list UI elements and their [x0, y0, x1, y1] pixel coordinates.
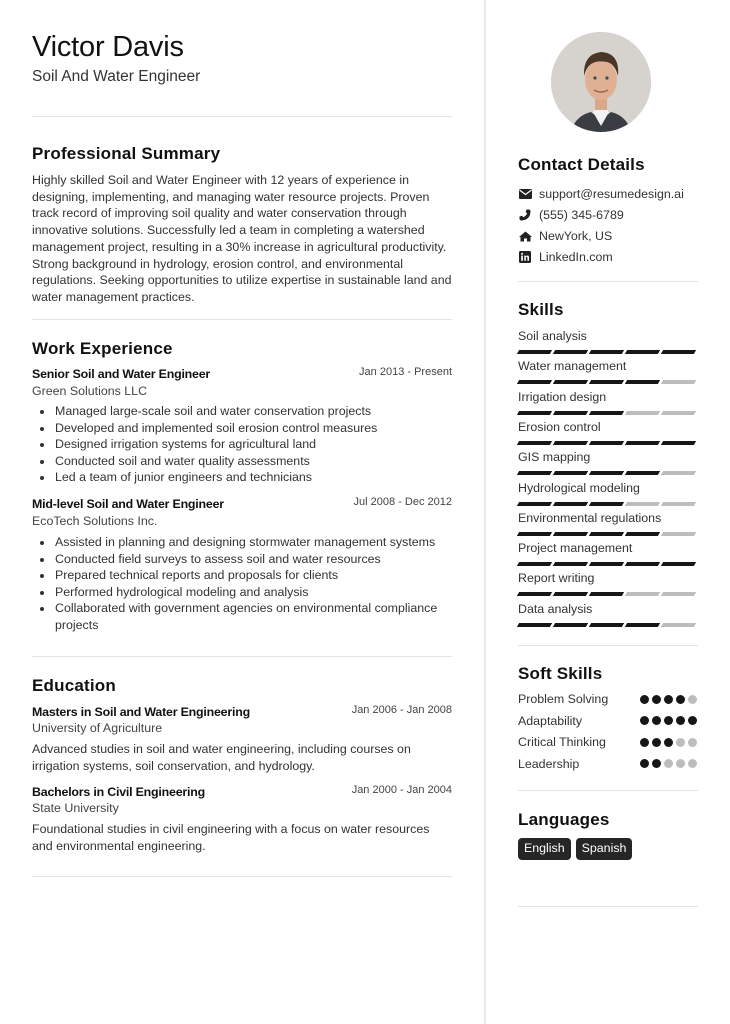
skill-name: Water management — [518, 359, 627, 374]
soft-skill-name: Adaptability — [518, 713, 583, 728]
skill-segment-filled — [553, 562, 588, 566]
skill-segment-filled — [625, 532, 660, 536]
experience-divider — [32, 656, 452, 657]
summary-heading: Professional Summary — [32, 144, 221, 163]
degree: Masters in Soil and Water Engineering — [32, 705, 250, 719]
rating-dot-filled — [652, 695, 661, 704]
soft-skill-rating — [640, 716, 697, 725]
skill-segment-empty — [625, 502, 660, 506]
soft-skill-name: Problem Solving — [518, 692, 609, 706]
skill-segment-filled — [517, 350, 552, 354]
skill-level-bar — [518, 380, 698, 384]
experience-heading: Work Experience — [32, 339, 173, 358]
contact-phone[interactable] — [518, 208, 624, 222]
soft-skill-item — [518, 714, 698, 728]
job-bullet: Managed large-scale soil and water conservation projects — [32, 403, 452, 420]
skill-level-bar — [518, 532, 698, 536]
skill-segment-empty — [661, 532, 696, 536]
soft-skill-rating — [640, 759, 697, 768]
skill-item — [518, 481, 698, 506]
language-badge: English — [518, 838, 571, 860]
skill-segment-empty — [661, 623, 696, 627]
skill-segment-filled — [625, 380, 660, 384]
skill-segment-filled — [517, 411, 552, 415]
skill-level-bar — [518, 411, 698, 415]
skill-segment-filled — [517, 562, 552, 566]
skill-segment-filled — [589, 562, 624, 566]
skill-item — [518, 602, 698, 627]
language-badge: Spanish — [576, 838, 633, 860]
summary-divider — [32, 319, 452, 320]
school: University of Agriculture — [32, 721, 163, 735]
skill-name: Hydrological modeling — [518, 480, 640, 495]
skill-item — [518, 450, 698, 475]
rating-dot-filled — [676, 716, 685, 725]
skill-segment-filled — [517, 532, 552, 536]
contact-phone-text: (555) 345-6789 — [539, 208, 624, 222]
job-bullet: Developed and implemented soil erosion control measures — [32, 420, 452, 437]
contact-email[interactable] — [518, 187, 684, 201]
soft-skill-item — [518, 735, 698, 749]
education-heading: Education — [32, 676, 116, 695]
skill-item — [518, 390, 698, 415]
skill-name: Report writing — [518, 571, 595, 586]
job-bullet: Collaborated with government agencies on environmental compliance projects — [32, 600, 452, 633]
rating-dot-filled — [640, 738, 649, 747]
soft-skill-name: Leadership — [518, 756, 580, 771]
linkedin-icon — [518, 250, 532, 264]
skill-segment-filled — [625, 623, 660, 627]
skill-segment-empty — [661, 380, 696, 384]
contact-location-text: NewYork, US — [539, 229, 613, 243]
skill-segment-filled — [517, 380, 552, 384]
contact-linkedin-text: LinkedIn.com — [539, 250, 613, 264]
skill-segment-empty — [661, 411, 696, 415]
skill-segment-filled — [589, 411, 624, 415]
job-bullet: Led a team of junior engineers and technicians — [32, 469, 452, 486]
rating-dot-empty — [688, 759, 697, 768]
job-bullet: Conducted field surveys to assess soil and water resources — [32, 551, 452, 568]
languages-divider — [518, 906, 698, 907]
skill-level-bar — [518, 350, 698, 354]
rating-dot-filled — [640, 759, 649, 768]
education-dates: Jan 2000 - Jan 2004 — [351, 784, 452, 796]
contact-location — [518, 229, 612, 243]
soft-skills-divider — [518, 790, 698, 791]
rating-dot-filled — [688, 716, 697, 725]
contact-divider — [518, 281, 698, 282]
envelope-icon — [518, 187, 532, 201]
job-company: Green Solutions LLC — [32, 384, 148, 398]
skill-segment-filled — [589, 441, 624, 445]
summary-text: Highly skilled Soil and Water Engineer with 12 years of experience in designing, implementing, and managing water resource projects. Proven track record of improving soil quality and water conservation through innovative solutions. Successfully led a team in completing a watershed management project, resulting in a 30% increase in agricultural productivity. Strong background in hydrology, erosion control, and environmental regulations. Seeking opportunities to utilize expertise in sustainable land and water management practices. — [32, 173, 452, 304]
soft-skill-item — [518, 692, 698, 706]
job-bullet: Designed irrigation systems for agricultural land — [32, 436, 452, 453]
skill-segment-filled — [589, 532, 624, 536]
skill-segment-filled — [553, 380, 588, 384]
rating-dot-empty — [664, 759, 673, 768]
skill-segment-filled — [589, 502, 624, 506]
skill-segment-filled — [589, 380, 624, 384]
job-bullet: Assisted in planning and designing stormwater management systems — [32, 534, 452, 551]
skill-level-bar — [518, 562, 698, 566]
column-divider — [484, 0, 486, 1024]
skill-name: Soil analysis — [518, 329, 587, 343]
skill-name: Environmental regulations — [518, 510, 662, 525]
rating-dot-filled — [640, 716, 649, 725]
person-portrait-icon — [551, 32, 651, 132]
job-bullet: Performed hydrological modeling and analysis — [32, 584, 452, 601]
soft-skill-item — [518, 757, 698, 771]
rating-dot-filled — [664, 695, 673, 704]
skill-segment-filled — [517, 623, 552, 627]
rating-dot-filled — [640, 695, 649, 704]
home-icon — [518, 229, 532, 243]
skill-item — [518, 571, 698, 596]
rating-dot-empty — [688, 695, 697, 704]
job-dates: Jul 2008 - Dec 2012 — [353, 496, 452, 508]
skill-level-bar — [518, 441, 698, 445]
degree: Bachelors in Civil Engineering — [32, 785, 206, 799]
rating-dot-filled — [676, 695, 685, 704]
candidate-title: Soil And Water Engineer — [32, 68, 201, 85]
skill-segment-filled — [553, 532, 588, 536]
education-description: Foundational studies in civil engineering with a focus on water resources and environmental engineering. — [32, 822, 430, 853]
skill-segment-filled — [589, 471, 624, 475]
skill-item — [518, 359, 698, 384]
skill-segment-filled — [553, 471, 588, 475]
contact-linkedin[interactable] — [518, 250, 613, 264]
languages-heading: Languages — [518, 810, 610, 829]
soft-skill-name: Critical Thinking — [518, 735, 606, 749]
rating-dot-filled — [652, 759, 661, 768]
skill-segment-filled — [661, 562, 696, 566]
skill-segment-filled — [553, 502, 588, 506]
rating-dot-filled — [664, 738, 673, 747]
soft-skill-rating — [640, 695, 697, 704]
skill-segment-empty — [661, 471, 696, 475]
skill-segment-filled — [553, 623, 588, 627]
job-bullets — [32, 403, 452, 486]
skill-segment-filled — [625, 562, 660, 566]
skill-segment-filled — [589, 623, 624, 627]
skill-name: GIS mapping — [518, 450, 591, 465]
job-title: Mid-level Soil and Water Engineer — [32, 497, 224, 511]
soft-skills-heading: Soft Skills — [518, 664, 603, 683]
skill-item — [518, 511, 698, 536]
job-dates: Jan 2013 - Present — [359, 366, 452, 378]
skill-name: Data analysis — [518, 601, 593, 616]
skill-segment-filled — [661, 350, 696, 354]
header-divider — [32, 116, 452, 117]
skill-segment-filled — [517, 471, 552, 475]
skill-segment-empty — [625, 411, 660, 415]
school: State University — [32, 801, 119, 815]
job-company: EcoTech Solutions Inc. — [32, 514, 158, 528]
skill-segment-filled — [661, 441, 696, 445]
job-bullets — [32, 534, 452, 634]
skill-segment-empty — [661, 592, 696, 596]
skill-segment-filled — [625, 350, 660, 354]
skill-segment-filled — [517, 502, 552, 506]
skill-level-bar — [518, 471, 698, 475]
profile-photo — [551, 32, 651, 132]
job-title: Senior Soil and Water Engineer — [32, 367, 211, 381]
skill-level-bar — [518, 623, 698, 627]
skills-heading: Skills — [518, 300, 564, 319]
skill-level-bar — [518, 592, 698, 596]
skill-name: Project management — [518, 541, 633, 556]
languages-list — [518, 838, 632, 860]
education-description: Advanced studies in soil and water engineering, including courses on irrigation systems, soil conservation, and hydrology. — [32, 742, 411, 773]
soft-skill-rating — [640, 738, 697, 747]
rating-dot-filled — [652, 716, 661, 725]
skill-segment-empty — [625, 592, 660, 596]
skill-segment-filled — [625, 471, 660, 475]
contact-email-text: support@resumedesign.ai — [539, 187, 684, 201]
skill-segment-filled — [517, 441, 552, 445]
job-bullet: Prepared technical reports and proposals for clients — [32, 567, 452, 584]
phone-icon — [518, 208, 532, 222]
skill-name: Irrigation design — [518, 389, 607, 404]
rating-dot-filled — [664, 716, 673, 725]
skill-segment-filled — [517, 592, 552, 596]
skill-segment-filled — [553, 411, 588, 415]
skill-segment-filled — [553, 592, 588, 596]
rating-dot-empty — [688, 738, 697, 747]
education-divider — [32, 876, 452, 877]
contact-heading: Contact Details — [518, 155, 645, 174]
skill-segment-filled — [589, 350, 624, 354]
rating-dot-filled — [652, 738, 661, 747]
skill-segment-filled — [589, 592, 624, 596]
rating-dot-empty — [676, 738, 685, 747]
skill-item — [518, 329, 698, 354]
skill-segment-filled — [553, 350, 588, 354]
education-dates: Jan 2006 - Jan 2008 — [351, 704, 452, 716]
rating-dot-empty — [676, 759, 685, 768]
skill-name: Erosion control — [518, 419, 601, 434]
skill-segment-filled — [625, 441, 660, 445]
skills-divider — [518, 645, 698, 646]
candidate-name: Victor Davis — [32, 31, 184, 63]
skill-segment-filled — [553, 441, 588, 445]
job-bullet: Conducted soil and water quality assessments — [32, 453, 452, 470]
skill-segment-empty — [661, 502, 696, 506]
skill-item — [518, 420, 698, 445]
skill-item — [518, 541, 698, 566]
skill-level-bar — [518, 502, 698, 506]
